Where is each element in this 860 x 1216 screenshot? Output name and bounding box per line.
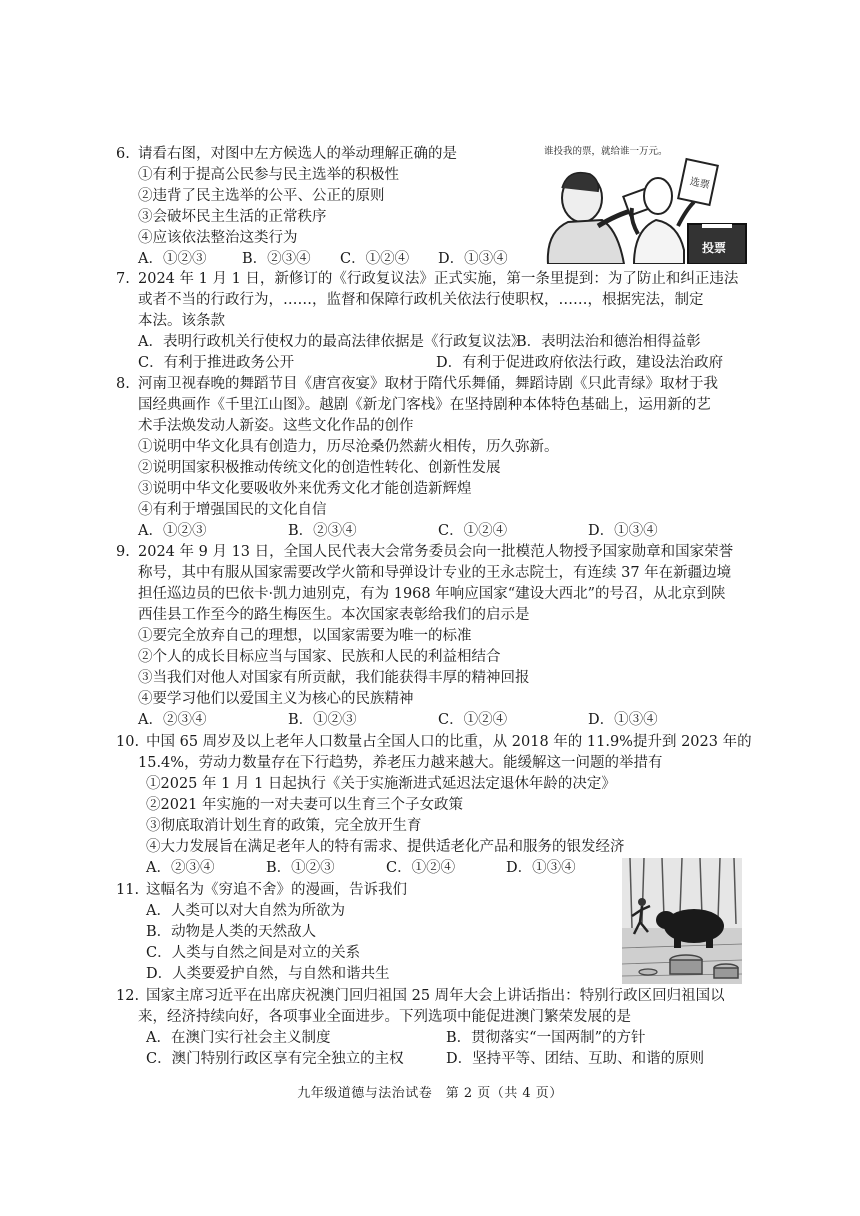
question-number: 9. [116,544,130,560]
question-stem-line: 中国 65 周岁及以上老年人口数量占全国人口的比重，从 2018 年的 11.9%提升到 2023 年的 [146,734,752,750]
statement-item: ③会破坏民主生活的正常秩序 [138,209,327,225]
option-a: A．在澳门实行社会主义制度 [146,1030,331,1046]
question-stem-line: 15.4%，劳动力数量存在下行趋势，养老压力越来越大。能缓解这一问题的举措有 [138,755,663,771]
statement-item: ④大力发展旨在满足老年人的特有需求、提供适老化产品和服务的银发经济 [146,839,625,855]
option-a: A．表明行政机关行使权力的最高法律依据是《行政复议法》 [138,334,526,350]
option-c: C．①②④ [438,712,508,728]
option-a: A．②③④ [138,712,207,728]
statement-item: ③当我们对他人对国家有所贡献，我们能获得丰厚的精神回报 [138,670,530,686]
option-d: D．①③④ [506,860,576,876]
options-row [138,353,746,374]
options-row [138,521,746,542]
statement-item: ②2021 年实施的一对夫妻可以生育三个子女政策 [146,797,464,813]
option-c: C．①②④ [340,251,410,267]
bear-chasing-man-cartoon [622,858,742,984]
option-b: B．①②③ [266,860,335,876]
option-d: D．①③④ [438,251,508,267]
option-b: B．①②③ [288,712,357,728]
option-a: A．人类可以对大自然为所欲为 [146,903,345,919]
question-12 [116,986,746,1070]
question-stem: 这幅名为《穷追不舍》的漫画，告诉我们 [146,882,407,898]
election-bribery-cartoon [538,140,750,264]
option-b: B．②③④ [288,523,357,539]
question-stem-line: 国经典画作《千里江山图》。越剧《新龙门客栈》在坚持剧种本体特色基础上，运用新的艺 [138,397,711,413]
statement-item: ③说明中华文化要吸收外来优秀文化才能创造新辉煌 [138,481,472,497]
option-d: D．人类要爱护自然，与自然和谐共生 [146,966,390,982]
question-stem-line: 2024 年 9 月 13 日，全国人民代表大会常务委员会向一批模范人物授予国家勋章和国家荣誉 [138,544,734,560]
question-stem-line: 称号，其中有服从国家需要改学火箭和导弹设计专业的王永志院士，有连续 37 年在新疆边境 [138,565,732,581]
statement-item: ①说明中华文化具有创造力，历尽沧桑仍然薪火相传，历久弥新。 [138,439,559,455]
statement-item: ④要学习他们以爱国主义为核心的民族精神 [138,691,414,707]
question-9 [116,542,746,731]
option-c: C．澳门特别行政区享有完全独立的主权 [146,1051,404,1067]
statement-item: ②个人的成长目标应当与国家、民族和人民的利益相结合 [138,649,501,665]
option-a: A．①②③ [138,523,207,539]
option-c: C．①②④ [438,523,508,539]
ballot-box-label: 投票 [702,241,727,255]
page-footer: 九年级道德与法治试卷 第 2 页（共 4 页） [297,1086,563,1101]
option-a: A．②③④ [146,860,215,876]
question-number: 10. [116,734,140,750]
question-number: 11. [116,882,140,898]
statement-item: ①要完全放弃自己的理想，以国家需要为唯一的标准 [138,628,472,644]
question-8 [116,374,746,542]
option-b: B．动物是人类的天然敌人 [146,924,317,940]
question-stem-line: 术手法焕发动人新姿。这些文化作品的创作 [138,418,414,434]
options-row [146,1028,746,1049]
option-b: B．表明法治和德治相得益彰 [516,334,701,350]
statement-item: ④应该依法整治这类行为 [138,230,298,246]
option-c: C．①②④ [386,860,456,876]
question-stem: 请看右图，对图中左方候选人的举动理解正确的是 [138,146,457,162]
statement-item: ④有利于增强国民的文化自信 [138,502,327,518]
option-a: A．①②③ [138,251,207,267]
statement-item: ②违背了民主选举的公平、公正的原则 [138,188,385,204]
option-c: C．人类与自然之间是对立的关系 [146,945,361,961]
question-stem-line: 河南卫视春晚的舞蹈节目《唐宫夜宴》取材于隋代乐舞俑，舞蹈诗剧《只此青绿》取材于我 [138,376,718,392]
option-b: B．②③④ [242,251,311,267]
ballot-label: 选票 [688,176,711,192]
question-10 [116,732,752,879]
options-row [138,710,746,731]
question-number: 8. [116,376,130,392]
option-d: D．①③④ [588,523,658,539]
question-stem-line: 国家主席习近平在出席庆祝澳门回归祖国 25 周年大会上讲话指出：特别行政区回归祖国以 [146,988,725,1004]
options-row [138,332,746,353]
question-stem-line: 2024 年 1 月 1 日，新修订的《行政复议法》正式实施，第一条里提到：为了防止和纠正违法 [138,271,739,287]
statement-item: ③彻底取消计划生育的政策，完全放开生育 [146,818,422,834]
statement-item: ②说明国家积极推动传统文化的创造性转化、创新性发展 [138,460,501,476]
question-stem-line: 来，经济持续向好，各项事业全面进步。下列选项中能促进澳门繁荣发展的是 [138,1009,631,1025]
option-d: D．坚持平等、团结、互助、和谐的原则 [446,1051,705,1067]
question-stem-line: 本法。该条款 [138,313,225,329]
cartoon-caption: 谁投我的票，就给谁一万元。 [544,146,668,157]
option-c: C．有利于推进政务公开 [138,355,295,371]
question-number: 12. [116,988,140,1004]
question-number: 6. [116,146,130,162]
option-b: B．贯彻落实“一国两制”的方针 [446,1030,646,1046]
option-d: D．①③④ [588,712,658,728]
statement-item: ①有利于提高公民参与民主选举的积极性 [138,167,399,183]
question-7 [116,269,746,374]
option-d: D．有利于促进政府依法行政，建设法治政府 [436,355,724,371]
question-stem-line: 担任巡边员的巴依卡·凯力迪别克，有为 1968 年响应国家“建设大西北”的号召，从北京到陕 [138,586,726,602]
question-number: 7. [116,271,130,287]
options-row [146,1049,746,1070]
question-stem-line: 西佳县工作至今的路生梅医生。本次国家表彰给我们的启示是 [138,607,530,623]
question-stem-line: 或者不当的行政行为，……，监督和保障行政机关依法行使职权，……，根据宪法，制定 [138,292,704,308]
statement-item: ①2025 年 1 月 1 日起执行《关于实施渐进式延迟法定退休年龄的决定》 [146,776,616,792]
